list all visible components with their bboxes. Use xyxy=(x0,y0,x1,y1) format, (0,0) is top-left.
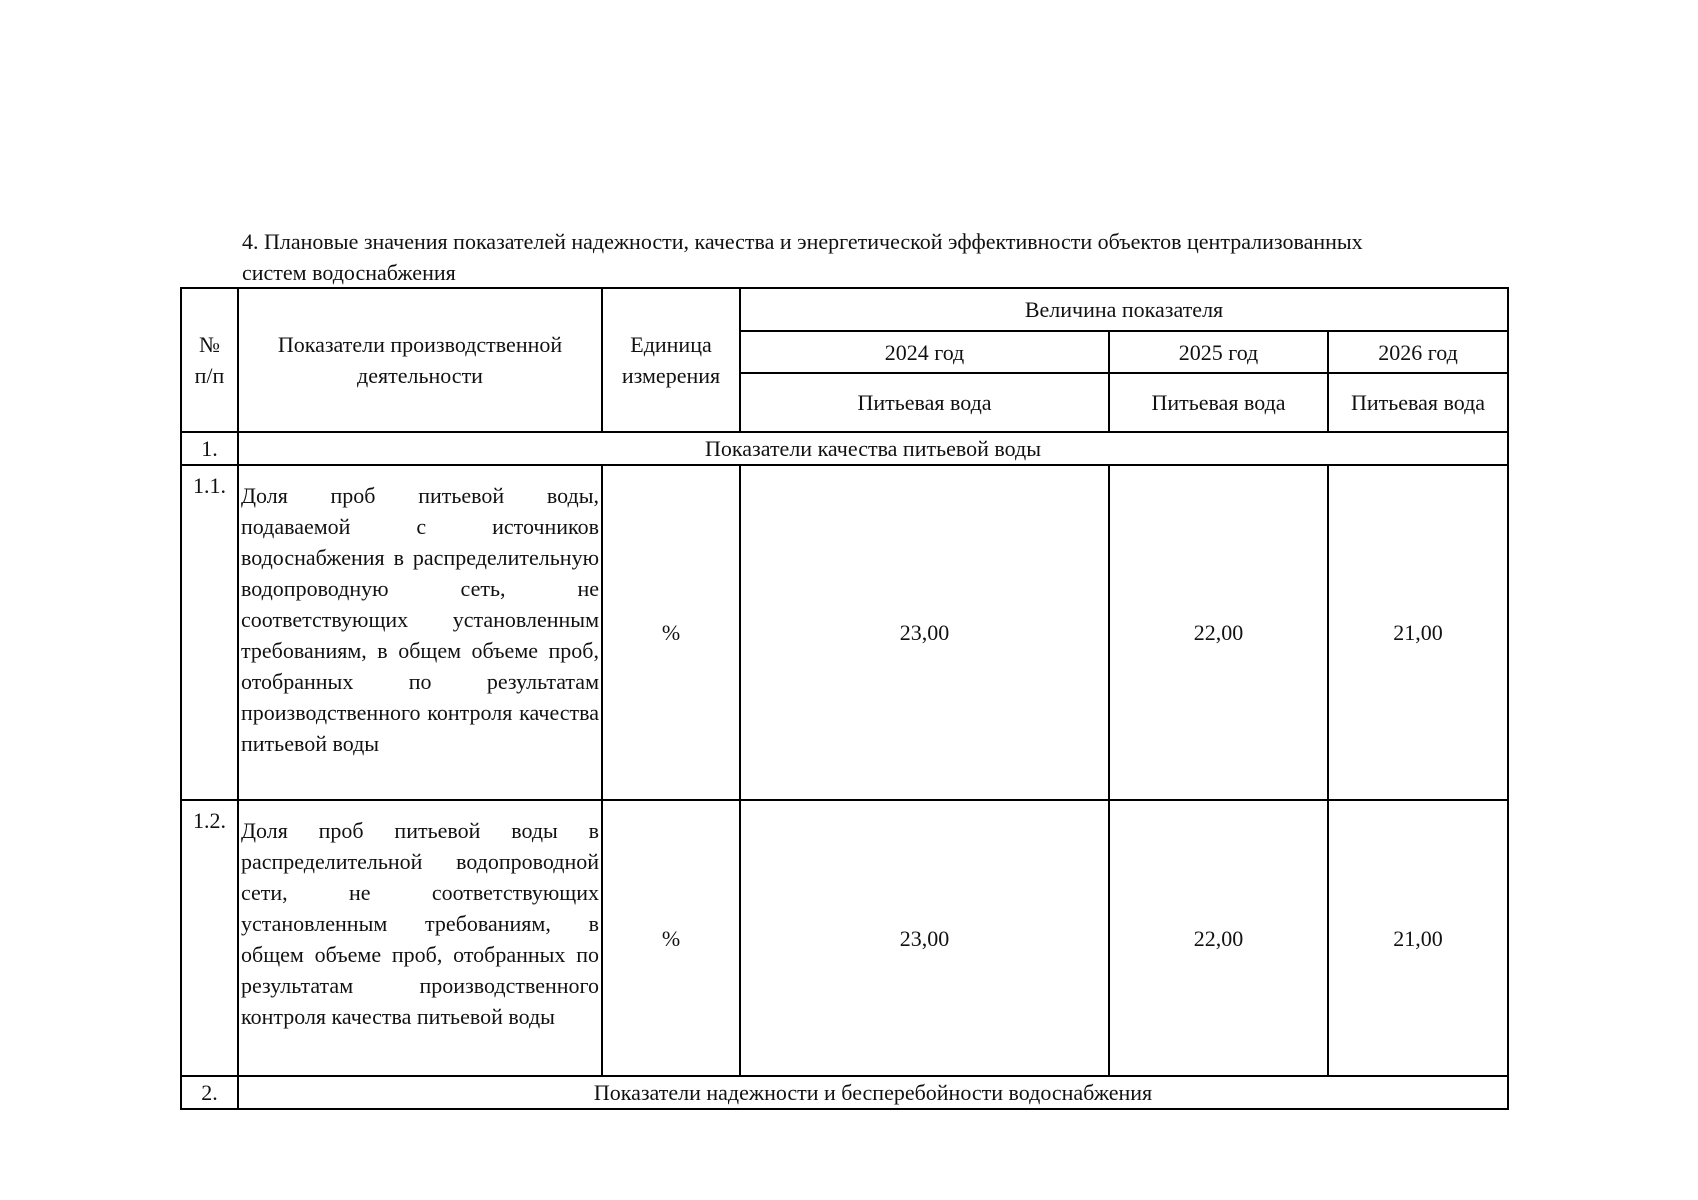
header-unit-line-1: Единица xyxy=(630,332,712,357)
row-1-2-description: Доля проб питьевой воды в распределительной водопроводной сети, не соответствующих установленным требованиям, в общем объеме проб, отобранных по результатам производственного контроля качества питьевой воды xyxy=(238,800,602,1076)
row-1-2-value-2024: 23,00 xyxy=(740,800,1109,1076)
header-year-2026: 2026 год xyxy=(1328,331,1508,373)
header-num-line-1: № xyxy=(199,332,220,357)
header-row-1 xyxy=(181,288,1508,331)
section-1-title: Показатели качества питьевой воды xyxy=(238,432,1508,465)
header-value-group: Величина показателя xyxy=(740,288,1508,331)
row-1-2-num: 1.2. xyxy=(181,800,238,1076)
header-unit-line-2: измерения xyxy=(621,363,721,388)
row-1-1-num: 1.1. xyxy=(181,465,238,800)
row-1-1-value-2026: 21,00 xyxy=(1328,465,1508,800)
section-2-num: 2. xyxy=(181,1076,238,1109)
header-indicator-cell xyxy=(238,288,602,432)
row-1-1-description: Доля проб питьевой воды, подаваемой с источников водоснабжения в распределительную водопроводную сеть, не соответствующих установленным требованиям, в общем объеме проб, отобранных по результатам производственного контроля качества питьевой воды xyxy=(238,465,602,800)
row-1-1-value-2025: 22,00 xyxy=(1109,465,1328,800)
header-indicator-line-2: деятельности xyxy=(357,363,483,388)
header-year-2025: 2025 год xyxy=(1109,331,1328,373)
heading-line-2: систем водоснабжения xyxy=(242,260,456,285)
row-1-2-value-2026: 21,00 xyxy=(1328,800,1508,1076)
indicators-table xyxy=(180,287,1509,1110)
table-row xyxy=(181,465,1508,800)
table-row xyxy=(181,800,1508,1076)
header-subheader-2024: Питьевая вода xyxy=(740,373,1109,432)
header-num-cell xyxy=(181,288,238,432)
section-row-1 xyxy=(181,432,1508,465)
section-2-title: Показатели надежности и бесперебойности водоснабжения xyxy=(238,1076,1508,1109)
header-subheader-2026: Питьевая вода xyxy=(1328,373,1508,432)
header-year-2024: 2024 год xyxy=(740,331,1109,373)
row-1-1-unit: % xyxy=(602,465,740,800)
row-1-2-unit: % xyxy=(602,800,740,1076)
header-indicator-line-1: Показатели производственной xyxy=(277,332,563,357)
row-1-2-value-2025: 22,00 xyxy=(1109,800,1328,1076)
header-num-line-2: п/п xyxy=(194,363,225,388)
header-subheader-2025: Питьевая вода xyxy=(1109,373,1328,432)
section-row-2 xyxy=(181,1076,1508,1109)
section-1-num: 1. xyxy=(181,432,238,465)
heading-line-1: 4. Плановые значения показателей надежности, качества и энергетической эффективности объектов централизованных xyxy=(242,229,1363,254)
header-unit-cell xyxy=(602,288,740,432)
row-1-1-value-2024: 23,00 xyxy=(740,465,1109,800)
document-heading xyxy=(242,226,1542,288)
